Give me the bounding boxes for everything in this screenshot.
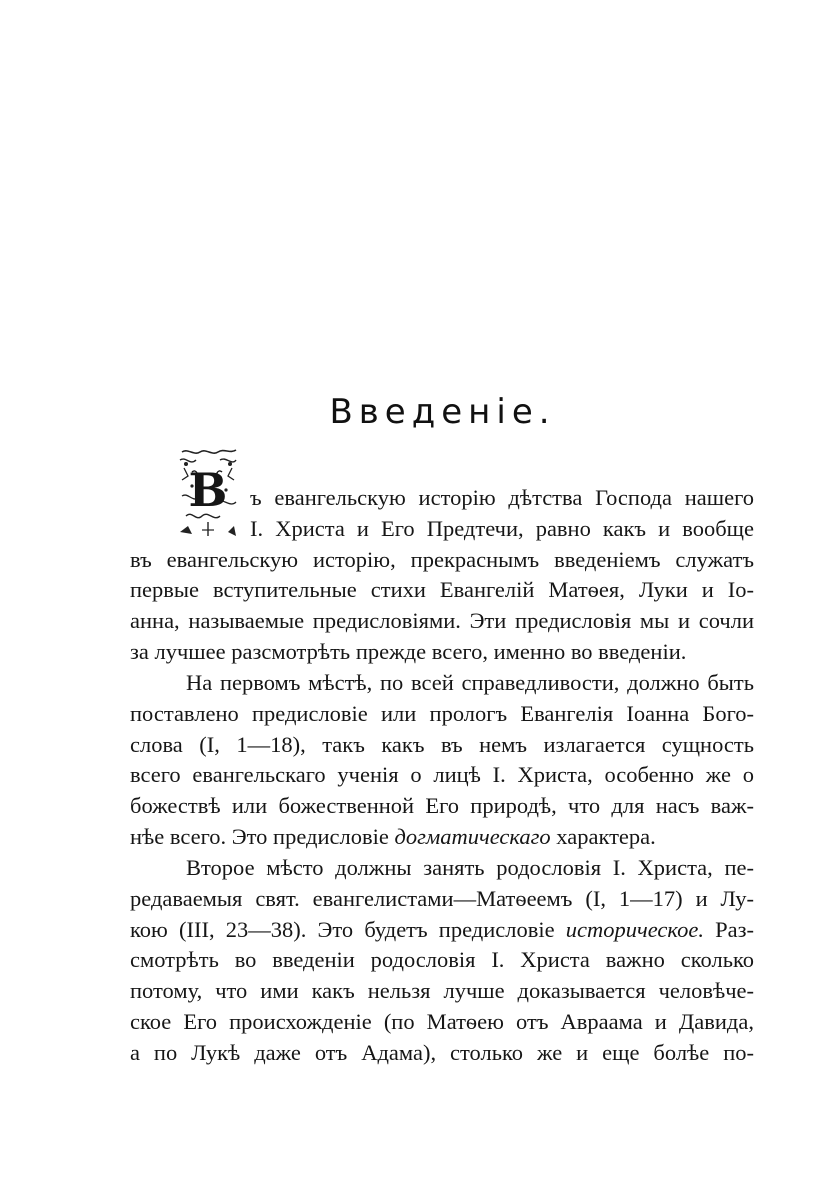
emphasis-text: догматическаго	[394, 823, 551, 849]
text-line: редаваемыя свят. евангелистами—Матѳеемъ (І, 1—17) и Лу-	[130, 885, 754, 911]
text-line: смотрѣть во введеніи родословія І. Христа важно сколько	[130, 947, 754, 973]
text-line: поставлено предисловіе или прологъ Евангелія Іоанна Бого-	[130, 700, 754, 726]
text-line: а по Лукѣ даже отъ Адама), столько же и еще болѣе по-	[130, 1039, 754, 1065]
emphasis-text: историческое.	[565, 916, 704, 942]
text-line	[130, 822, 754, 853]
text-segment: характера.	[550, 823, 656, 849]
paragraph-1	[130, 483, 754, 668]
text-line: І. Христа и Его Предтечи, равно какъ и вообще	[250, 515, 754, 541]
paragraph-2	[130, 668, 754, 853]
text-line: ъ евангельскую исторію дѣтства Господа нашего	[250, 485, 754, 510]
page-title: Введеніе.	[329, 392, 556, 432]
text-segment: нѣе всего. Это предисловіе	[130, 823, 395, 849]
text-line: потому, что ими какъ нельзя лучше доказывается человѣче-	[130, 978, 754, 1004]
text-line: въ евангельскую исторію, прекраснымъ введеніемъ служатъ	[130, 546, 754, 572]
text-segment: Раз-	[703, 916, 754, 942]
drop-cap-letter: В	[188, 463, 228, 517]
text-line: за лучшее разсмотрѣть прежде всего, именно во введеніи.	[130, 638, 687, 664]
text-line: всего евангельскаго ученія о лицѣ І. Христа, особенно же о	[130, 762, 754, 788]
text-line: анна, называемые предисловіями. Эти предисловія мы и сочли	[130, 608, 754, 634]
text-line	[130, 915, 754, 946]
text-line: ское Его происхожденіе (по Матѳею отъ Авраама и Давида,	[130, 1008, 754, 1034]
text-line: первые вступительные стихи Евангелій Матѳея, Луки и Іо-	[130, 577, 754, 603]
text-line: Второе мѣсто должны занять родословія І. Христа, пе-	[186, 855, 754, 880]
text-line: божествѣ или божественной Его природѣ, что для насъ важ-	[130, 793, 754, 819]
text-line: слова (І, 1—18), такъ какъ въ немъ излагается сущность	[130, 731, 754, 757]
paragraph-3	[130, 853, 754, 1069]
text-segment: кою (ІІІ, 23—38). Это будетъ предисловіе	[130, 916, 566, 942]
text-line: На первомъ мѣстѣ, по всей справедливости, должно быть	[186, 670, 754, 695]
